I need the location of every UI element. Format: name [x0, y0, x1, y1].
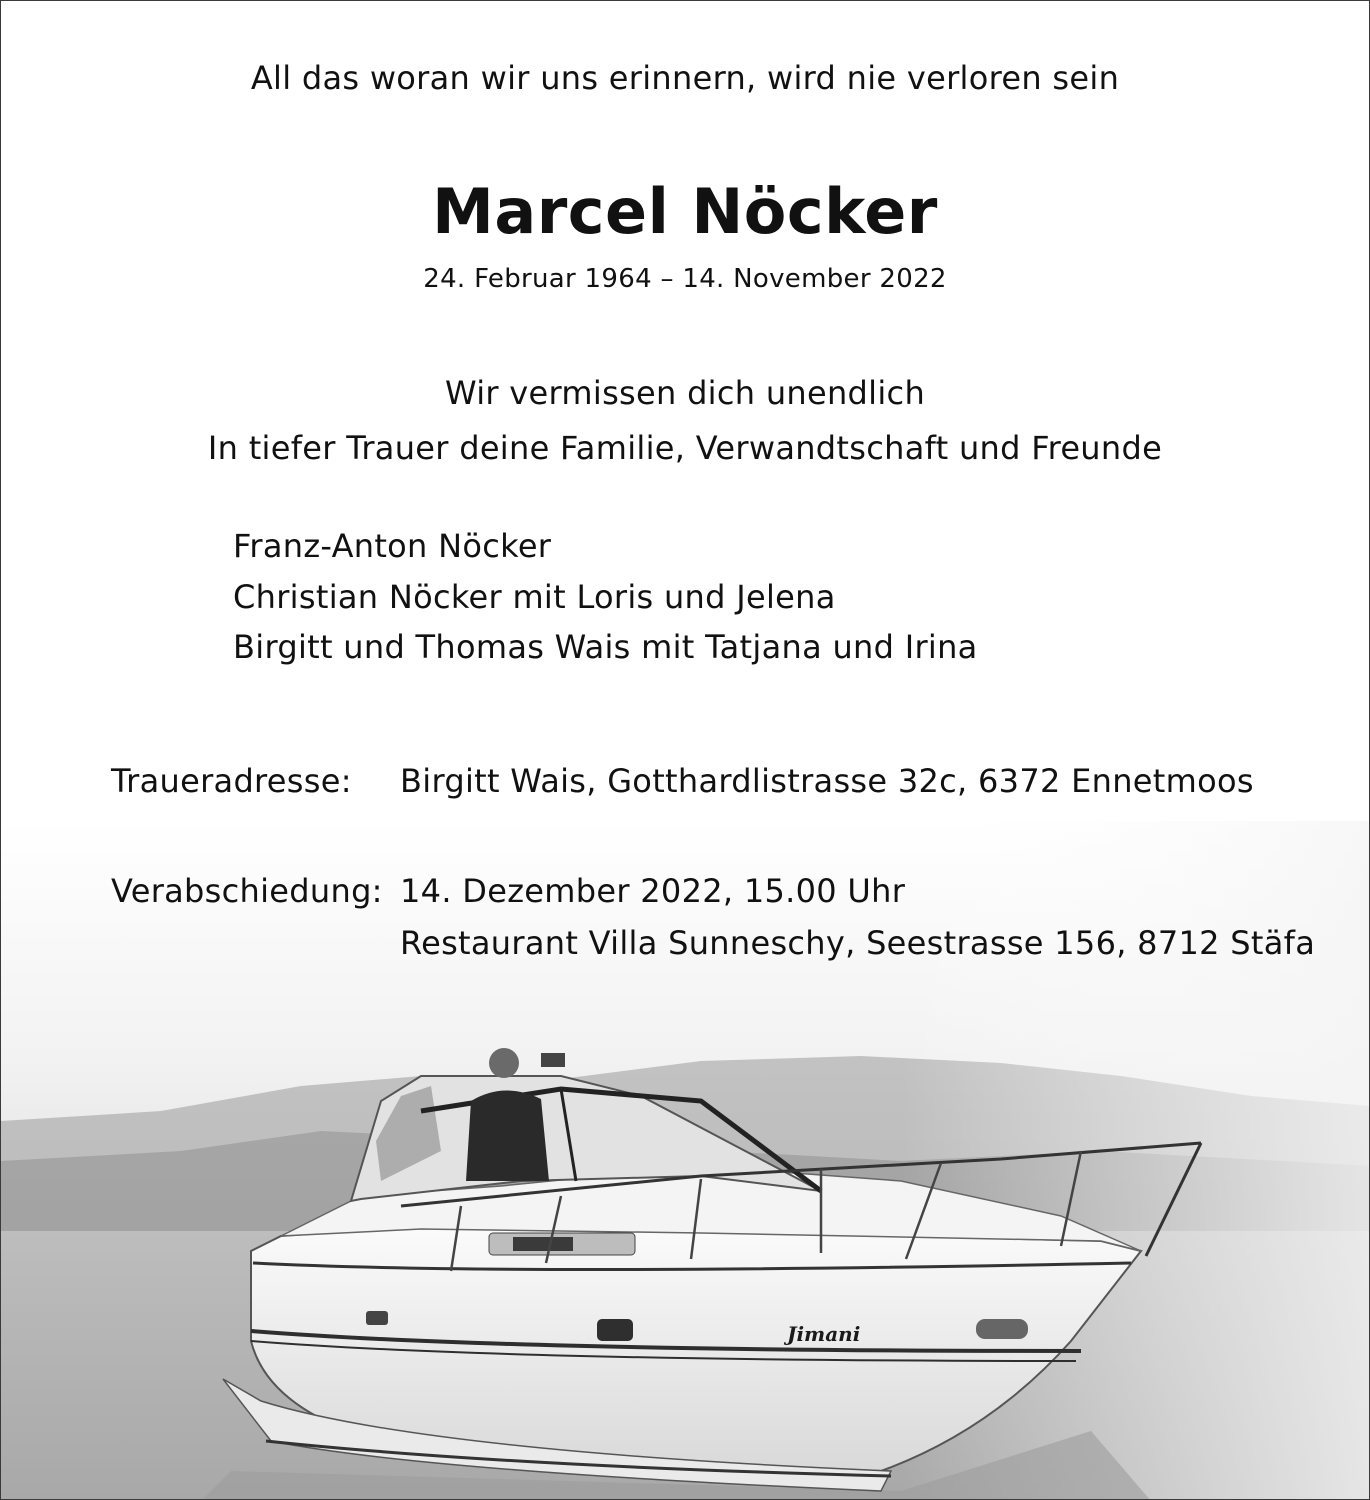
family-member: Birgitt und Thomas Wais mit Tatjana und Irina: [233, 628, 978, 666]
family-member: Franz-Anton Nöcker: [233, 527, 552, 565]
life-dates: 24. Februar 1964 – 14. November 2022: [423, 264, 947, 294]
farewell-location: Restaurant Villa Sunneschy, Seestrasse 156, 8712 Stäfa: [400, 924, 1316, 962]
motto: All das woran wir uns erinnern, wird nie verloren sein: [250, 59, 1120, 97]
farewell-date: 14. Dezember 2022, 15.00 Uhr: [400, 872, 906, 910]
address-value: Birgitt Wais, Gotthardlistrasse 32c, 6372 Ennetmoos: [400, 762, 1254, 800]
message-line: Wir vermissen dich unendlich: [444, 374, 926, 412]
address-label: Traueradresse:: [111, 762, 352, 800]
family-member: Christian Nöcker mit Loris und Jelena: [233, 578, 836, 616]
boat-name-text: Jimani: [787, 1322, 861, 1346]
message-line: In tiefer Trauer deine Familie, Verwandtschaft und Freunde: [207, 429, 1163, 467]
deceased-name: Marcel Nöcker: [432, 175, 938, 248]
farewell-label: Verabschiedung:: [111, 872, 383, 910]
